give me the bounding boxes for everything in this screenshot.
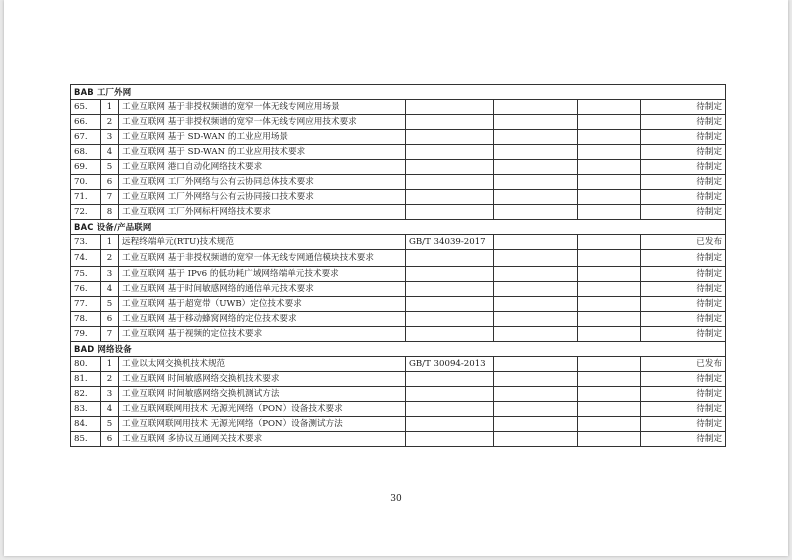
table-row (71, 297, 726, 312)
standard-code (406, 417, 494, 432)
empty-cell (494, 417, 578, 432)
row-number: 65. (71, 100, 101, 115)
standard-code (406, 372, 494, 387)
standard-name: 工业互联网 工厂外网标杆网络技术要求 (119, 205, 406, 220)
empty-cell (494, 205, 578, 220)
empty-cell (494, 312, 578, 327)
standard-name: 工业互联网 基于 SD-WAN 的工业应用场景 (119, 130, 406, 145)
empty-cell (578, 235, 641, 250)
section-heading: BAB 工厂外网 (71, 85, 726, 100)
standard-code (406, 267, 494, 282)
row-number: 67. (71, 130, 101, 145)
empty-cell (494, 130, 578, 145)
status-cell: 待制定 (641, 115, 726, 130)
status-cell: 待制定 (641, 327, 726, 342)
section-heading: BAC 设备/产品联网 (71, 220, 726, 235)
status-cell: 待制定 (641, 205, 726, 220)
standard-name: 工业互联网 时间敏感网络交换机测试方法 (119, 387, 406, 402)
standard-name: 工业互联网 基于超宽带（UWB）定位技术要求 (119, 297, 406, 312)
empty-cell (494, 175, 578, 190)
row-seq: 4 (101, 282, 119, 297)
status-cell: 已发布 (641, 357, 726, 372)
standard-code (406, 327, 494, 342)
standard-name: 工业互联网 工厂外网络与公有云协同接口技术要求 (119, 190, 406, 205)
standard-name: 工业以太网交换机技术规范 (119, 357, 406, 372)
table-row (71, 372, 726, 387)
standard-name: 工业互联网 基于非授权频谱的宽窄一体无线专网应用场景 (119, 100, 406, 115)
empty-cell (494, 250, 578, 267)
standard-code (406, 282, 494, 297)
empty-cell (578, 297, 641, 312)
empty-cell (578, 250, 641, 267)
section-header-row (71, 220, 726, 235)
row-seq: 6 (101, 432, 119, 447)
standard-code (406, 175, 494, 190)
table-row (71, 402, 726, 417)
status-cell: 待制定 (641, 190, 726, 205)
empty-cell (494, 297, 578, 312)
table-row (71, 417, 726, 432)
row-number: 77. (71, 297, 101, 312)
standards-table (70, 84, 726, 447)
section-header-row (71, 85, 726, 100)
status-cell: 待制定 (641, 387, 726, 402)
status-cell: 待制定 (641, 312, 726, 327)
status-cell: 待制定 (641, 417, 726, 432)
empty-cell (578, 267, 641, 282)
row-number: 79. (71, 327, 101, 342)
table-row (71, 190, 726, 205)
status-cell: 待制定 (641, 160, 726, 175)
empty-cell (578, 372, 641, 387)
row-number: 69. (71, 160, 101, 175)
row-seq: 2 (101, 250, 119, 267)
standard-code (406, 297, 494, 312)
standard-code (406, 312, 494, 327)
row-seq: 6 (101, 175, 119, 190)
standards-table-body (71, 85, 726, 447)
empty-cell (578, 357, 641, 372)
row-number: 80. (71, 357, 101, 372)
row-number: 68. (71, 145, 101, 160)
standard-name: 工业互联网 基于非授权频谱的宽窄一体无线专网通信模块技术要求 (119, 250, 406, 267)
row-seq: 5 (101, 297, 119, 312)
standard-code (406, 130, 494, 145)
row-number: 85. (71, 432, 101, 447)
row-number: 75. (71, 267, 101, 282)
table-row (71, 175, 726, 190)
row-seq: 7 (101, 327, 119, 342)
row-number: 78. (71, 312, 101, 327)
standard-name: 工业互联网 港口自动化网络技术要求 (119, 160, 406, 175)
status-cell: 待制定 (641, 372, 726, 387)
standard-name: 工业互联网 基于非授权频谱的宽窄一体无线专网应用技术要求 (119, 115, 406, 130)
standard-code (406, 145, 494, 160)
standard-name: 远程终端单元(RTU)技术规范 (119, 235, 406, 250)
standard-name: 工业互联网 基于 SD-WAN 的工业应用技术要求 (119, 145, 406, 160)
standard-code (406, 205, 494, 220)
empty-cell (578, 130, 641, 145)
status-cell: 待制定 (641, 402, 726, 417)
table-row (71, 205, 726, 220)
empty-cell (578, 417, 641, 432)
table-row (71, 357, 726, 372)
row-number: 76. (71, 282, 101, 297)
empty-cell (494, 235, 578, 250)
empty-cell (494, 372, 578, 387)
empty-cell (494, 115, 578, 130)
row-number: 74. (71, 250, 101, 267)
page-number: 30 (390, 494, 402, 504)
standard-name: 工业互联网 基于 IPv6 的低功耗广域网络端单元技术要求 (119, 267, 406, 282)
table-row (71, 432, 726, 447)
table-row (71, 145, 726, 160)
empty-cell (578, 175, 641, 190)
status-cell: 待制定 (641, 282, 726, 297)
status-cell: 待制定 (641, 130, 726, 145)
row-number: 71. (71, 190, 101, 205)
table-row (71, 387, 726, 402)
table-row (71, 160, 726, 175)
table-row (71, 100, 726, 115)
status-cell: 待制定 (641, 145, 726, 160)
row-seq: 4 (101, 145, 119, 160)
row-seq: 3 (101, 130, 119, 145)
row-seq: 4 (101, 402, 119, 417)
standard-code: GB/T 34039-2017 (406, 235, 494, 250)
empty-cell (578, 115, 641, 130)
empty-cell (578, 190, 641, 205)
row-number: 73. (71, 235, 101, 250)
standard-code (406, 402, 494, 417)
standard-name: 工业互联网 基于视频的定位技术要求 (119, 327, 406, 342)
empty-cell (494, 282, 578, 297)
empty-cell (494, 160, 578, 175)
standard-code (406, 387, 494, 402)
status-cell: 已发布 (641, 235, 726, 250)
empty-cell (578, 145, 641, 160)
empty-cell (578, 100, 641, 115)
table-row (71, 267, 726, 282)
row-seq: 1 (101, 100, 119, 115)
empty-cell (578, 327, 641, 342)
table-row (71, 115, 726, 130)
row-seq: 7 (101, 190, 119, 205)
row-number: 83. (71, 402, 101, 417)
empty-cell (578, 402, 641, 417)
standard-code (406, 250, 494, 267)
row-number: 66. (71, 115, 101, 130)
empty-cell (494, 387, 578, 402)
standard-code (406, 115, 494, 130)
row-number: 72. (71, 205, 101, 220)
row-seq: 3 (101, 387, 119, 402)
row-seq: 1 (101, 235, 119, 250)
empty-cell (494, 100, 578, 115)
standard-name: 工业互联网 多协议互通网关技术要求 (119, 432, 406, 447)
table-row (71, 282, 726, 297)
standard-name: 工业互联网 工厂外网络与公有云协同总体技术要求 (119, 175, 406, 190)
status-cell: 待制定 (641, 250, 726, 267)
empty-cell (578, 387, 641, 402)
table-row (71, 312, 726, 327)
section-header-row (71, 342, 726, 357)
standard-name: 工业互联网 基于移动蜂窝网络的定位技术要求 (119, 312, 406, 327)
standard-name: 工业互联网联网用技术 无源光网络（PON）设备技术要求 (119, 402, 406, 417)
empty-cell (494, 432, 578, 447)
standard-code (406, 160, 494, 175)
row-seq: 2 (101, 115, 119, 130)
row-seq: 3 (101, 267, 119, 282)
standard-code (406, 100, 494, 115)
empty-cell (578, 312, 641, 327)
table-row (71, 327, 726, 342)
section-heading: BAD 网络设备 (71, 342, 726, 357)
standard-name: 工业互联网联网用技术 无源光网络（PON）设备测试方法 (119, 417, 406, 432)
empty-cell (494, 402, 578, 417)
empty-cell (578, 160, 641, 175)
status-cell: 待制定 (641, 432, 726, 447)
row-number: 70. (71, 175, 101, 190)
row-seq: 5 (101, 160, 119, 175)
row-number: 84. (71, 417, 101, 432)
table-row (71, 130, 726, 145)
empty-cell (578, 432, 641, 447)
standard-name: 工业互联网 基于时间敏感网络的通信单元技术要求 (119, 282, 406, 297)
row-seq: 1 (101, 357, 119, 372)
status-cell: 待制定 (641, 100, 726, 115)
table-row (71, 235, 726, 250)
standard-code: GB/T 30094-2013 (406, 357, 494, 372)
row-seq: 8 (101, 205, 119, 220)
empty-cell (578, 205, 641, 220)
status-cell: 待制定 (641, 297, 726, 312)
status-cell: 待制定 (641, 267, 726, 282)
table-row (71, 250, 726, 267)
standard-code (406, 190, 494, 205)
standard-name: 工业互联网 时间敏感网络交换机技术要求 (119, 372, 406, 387)
empty-cell (494, 267, 578, 282)
row-seq: 6 (101, 312, 119, 327)
empty-cell (494, 357, 578, 372)
empty-cell (494, 145, 578, 160)
row-seq: 5 (101, 417, 119, 432)
empty-cell (494, 190, 578, 205)
status-cell: 待制定 (641, 175, 726, 190)
document-page (4, 0, 788, 556)
row-seq: 2 (101, 372, 119, 387)
empty-cell (578, 282, 641, 297)
row-number: 82. (71, 387, 101, 402)
standard-code (406, 432, 494, 447)
empty-cell (494, 327, 578, 342)
row-number: 81. (71, 372, 101, 387)
